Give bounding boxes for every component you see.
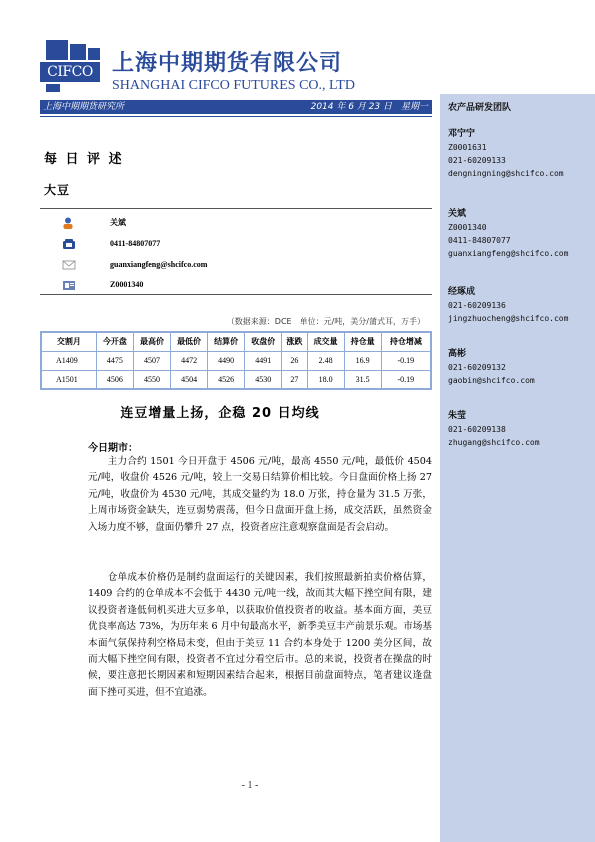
table-cell: 18.0 — [307, 370, 344, 389]
table-cell: -0.19 — [381, 351, 431, 370]
table-cell: 4475 — [96, 351, 133, 370]
analyst-email[interactable]: gaobin@shcifco.com — [448, 376, 535, 385]
analyst-email[interactable]: guanxiangfeng@shcifco.com — [448, 249, 569, 258]
table-cell: A1409 — [41, 351, 96, 370]
analyst-email[interactable]: zhugang@shcifco.com — [448, 438, 540, 447]
analyst-phone: 021-60209136 — [448, 301, 506, 310]
company-name-cn: 上海中期期货有限公司 — [112, 51, 343, 76]
team-title: 农产品研发团队 — [448, 103, 512, 113]
table-header-row — [41, 332, 431, 351]
section-title: 每 日 评 述 — [44, 152, 124, 167]
table-cell: A1501 — [41, 370, 96, 389]
person-icon — [62, 217, 76, 229]
phone-icon — [62, 238, 76, 250]
analyst-phone: 021-60209138 — [448, 425, 506, 434]
page-number: - 1 - — [241, 780, 259, 791]
analyst-name: 朱莹 — [448, 411, 467, 421]
table-cell: -0.19 — [381, 370, 431, 389]
analyst-phone: 0411-84807077 — [448, 236, 511, 245]
logo-text: CIFCO — [40, 62, 100, 82]
paragraph-analysis: 仓单成本价格仍是制约盘面运行的关键因素，我们按照最新拍卖价格估算，1409 合约的仓单成本不会低于 4430 元/吨一线，故而其大幅下挫空间有限，建议投资者逢低伺机买进大豆多单，以获取价值投资者的收益。基本面方面，美豆优良率高达 73%，为历年来 6 月中旬最高水平，新季美豆丰产前景乐观。市场基本面气氛保持利空格局未变，但由于美豆 11 合约本身处于 1200 美分区间，故而大幅下挫空间有限，投资者不宜过分看空后市。总的来说，投资者在操盘的时候，要注意把长期因素和短期因素结合起来，根据目前盘面特点，笔者建议逢盘面下挫可买进，但不宜追涨。 — [88, 572, 432, 698]
table-cell: 27 — [282, 370, 307, 389]
table-cell: 4526 — [208, 370, 245, 389]
analyst-name: 经琢成 — [448, 287, 476, 297]
analyst-name: 邓宁宁 — [448, 129, 476, 139]
header-divider — [40, 116, 432, 117]
contact-name: 关斌 — [110, 218, 126, 227]
col-header: 结算价 — [208, 332, 245, 351]
analyst-license: Z0001631 — [448, 143, 487, 152]
analyst-card — [448, 410, 540, 449]
table-row — [41, 370, 431, 389]
mail-icon — [62, 259, 76, 271]
col-header: 持仓量 — [344, 332, 381, 351]
institute-name: 上海中期期货研究所 — [43, 102, 125, 112]
analyst-phone: 021-60209133 — [448, 156, 506, 165]
col-header: 今开盘 — [96, 332, 133, 351]
contact-email[interactable]: guanxiangfeng@shcifco.com — [110, 260, 208, 269]
table-cell: 4491 — [245, 351, 282, 370]
contact-phone: 0411-84807077 — [110, 239, 161, 248]
col-header: 持仓增减 — [381, 332, 431, 351]
col-header: 最低价 — [171, 332, 208, 351]
table-cell: 2.48 — [307, 351, 344, 370]
analyst-email[interactable]: jingzhuocheng@shcifco.com — [448, 314, 569, 323]
company-logo — [40, 40, 100, 90]
quotes-table — [40, 331, 432, 390]
analyst-sidebar — [440, 94, 595, 842]
company-name-en: SHANGHAI CIFCO FUTURES CO., LTD — [112, 78, 355, 93]
table-cell: 4472 — [171, 351, 208, 370]
table-row — [41, 351, 431, 370]
col-header: 交割月 — [41, 332, 96, 351]
col-header: 涨跌 — [282, 332, 307, 351]
article-headline: 连豆增量上扬，企稳 20 日均线 — [120, 406, 320, 421]
table-cell: 4550 — [133, 370, 170, 389]
header-bar — [40, 100, 432, 114]
divider-bottom — [40, 294, 432, 295]
analyst-name: 关斌 — [448, 209, 467, 219]
today-label: 今日期市： — [88, 443, 138, 454]
table-cell: 31.5 — [344, 370, 381, 389]
divider-top — [40, 208, 432, 209]
analyst-name: 高彬 — [448, 349, 467, 359]
table-cell: 4506 — [96, 370, 133, 389]
report-date: 2014 年 6 月 23 日 星期一 — [310, 102, 428, 112]
contact-license: Z0001340 — [110, 280, 144, 289]
table-cell: 4507 — [133, 351, 170, 370]
commodity-title: 大豆 — [44, 183, 71, 197]
data-source-note: （数据来源：DCE 单位：元/吨，美分/蒲式耳，万手） — [226, 317, 425, 326]
table-cell: 4530 — [245, 370, 282, 389]
id-card-icon — [62, 279, 76, 291]
col-header: 收盘价 — [245, 332, 282, 351]
analyst-card — [448, 208, 568, 260]
table-cell: 4490 — [208, 351, 245, 370]
analyst-card — [448, 286, 568, 325]
col-header: 最高价 — [133, 332, 170, 351]
analyst-card — [448, 128, 564, 180]
table-cell: 26 — [282, 351, 307, 370]
analyst-email[interactable]: dengningning@shcifco.com — [448, 169, 564, 178]
table-cell: 16.9 — [344, 351, 381, 370]
analyst-license: Z0001340 — [448, 223, 487, 232]
paragraph-market: 主力合约 1501 今日开盘于 4506 元/吨，最高 4550 元/吨，最低价 4504 元/吨，收盘价 4526 元/吨，较上一交易日结算价相比较。今日盘面价格上扬 27 元/吨，收盘价为 4530 元/吨，其成交量约为 18.0 万张，持仓量为 31.5 万张，上周市场资金缺失，连豆弱势震荡，但今日盘面开盘上扬，成交活跃，虽然资金入场力度不够，盘面仍攀升 27 点，投资者应注意观察盘面是否会启动。 — [88, 456, 432, 533]
col-header: 成交量 — [307, 332, 344, 351]
analyst-phone: 021-60209132 — [448, 363, 506, 372]
analyst-card — [448, 348, 535, 387]
table-cell: 4504 — [171, 370, 208, 389]
